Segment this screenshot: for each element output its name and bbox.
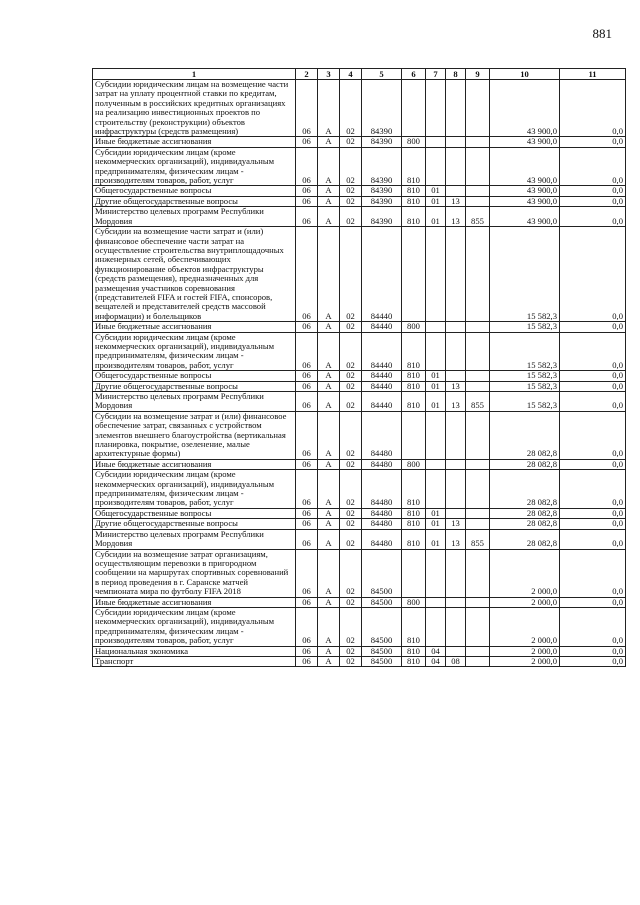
amount-col-11: 0,0 bbox=[560, 137, 626, 147]
code-col-2: 06 bbox=[296, 371, 318, 381]
target-article-code: 84440 bbox=[362, 392, 402, 412]
section-code bbox=[426, 459, 446, 469]
subsection-code bbox=[446, 322, 466, 332]
ministry-code bbox=[466, 371, 490, 381]
code-col-3: А bbox=[318, 227, 340, 322]
target-article-code: 84390 bbox=[362, 207, 402, 227]
code-col-3: А bbox=[318, 196, 340, 206]
column-header: 7 bbox=[426, 69, 446, 80]
expense-type-code: 810 bbox=[402, 607, 426, 646]
section-code bbox=[426, 549, 446, 597]
code-col-3: А bbox=[318, 371, 340, 381]
expense-type-code: 810 bbox=[402, 646, 426, 656]
row-name: Иные бюджетные ассигнования bbox=[93, 459, 296, 469]
ministry-code bbox=[466, 227, 490, 322]
subsection-code bbox=[446, 332, 466, 371]
column-header: 2 bbox=[296, 69, 318, 80]
target-article-code: 84440 bbox=[362, 371, 402, 381]
expense-type-code: 800 bbox=[402, 459, 426, 469]
amount-col-11: 0,0 bbox=[560, 227, 626, 322]
code-col-4: 02 bbox=[340, 227, 362, 322]
code-col-4: 02 bbox=[340, 656, 362, 666]
code-col-4: 02 bbox=[340, 607, 362, 646]
target-article-code: 84480 bbox=[362, 470, 402, 509]
code-col-2: 06 bbox=[296, 529, 318, 549]
row-name: Иные бюджетные ассигнования bbox=[93, 597, 296, 607]
row-name: Иные бюджетные ассигнования bbox=[93, 137, 296, 147]
row-name: Транспорт bbox=[93, 656, 296, 666]
row-name: Министерство целевых программ Республики Мордовия bbox=[93, 207, 296, 227]
code-col-2: 06 bbox=[296, 549, 318, 597]
amount-col-11: 0,0 bbox=[560, 646, 626, 656]
ministry-code bbox=[466, 459, 490, 469]
row-name: Другие общегосударственные вопросы bbox=[93, 519, 296, 529]
table-row bbox=[93, 196, 626, 206]
code-col-3: А bbox=[318, 207, 340, 227]
amount-col-10: 43 900,0 bbox=[490, 147, 560, 186]
code-col-2: 06 bbox=[296, 607, 318, 646]
code-col-4: 02 bbox=[340, 80, 362, 137]
code-col-4: 02 bbox=[340, 529, 362, 549]
ministry-code bbox=[466, 656, 490, 666]
code-col-2: 06 bbox=[296, 322, 318, 332]
row-name: Субсидии юридическим лицам (кроме некоммерческих организаций), индивидуальным предпринимателям, физическим лицам - производителям товаров, работ, услуг bbox=[93, 332, 296, 371]
table-row bbox=[93, 607, 626, 646]
code-col-3: А bbox=[318, 147, 340, 186]
code-col-4: 02 bbox=[340, 381, 362, 391]
code-col-3: А bbox=[318, 459, 340, 469]
amount-col-11: 0,0 bbox=[560, 549, 626, 597]
code-col-2: 06 bbox=[296, 227, 318, 322]
amount-col-10: 43 900,0 bbox=[490, 207, 560, 227]
target-article-code: 84480 bbox=[362, 411, 402, 459]
code-col-4: 02 bbox=[340, 392, 362, 412]
target-article-code: 84500 bbox=[362, 597, 402, 607]
expense-type-code: 810 bbox=[402, 470, 426, 509]
code-col-2: 06 bbox=[296, 519, 318, 529]
code-col-2: 06 bbox=[296, 332, 318, 371]
row-name: Общегосударственные вопросы bbox=[93, 508, 296, 518]
row-name: Другие общегосударственные вопросы bbox=[93, 381, 296, 391]
code-col-3: А bbox=[318, 392, 340, 412]
target-article-code: 84440 bbox=[362, 332, 402, 371]
row-name: Субсидии на возмещение части затрат и (или) финансовое обеспечение части затрат на осуществление строительства внутриплощадочных инженерных сетей, обеспечивающих функционирование объектов инфраструктуры (средств размещения), предназначенных для размещения участников соревнования (представителей FIFA и гостей FIFA, спонсоров, вещателей и представителей средств массовой информации) и болельщиков bbox=[93, 227, 296, 322]
code-col-4: 02 bbox=[340, 147, 362, 186]
code-col-3: А bbox=[318, 411, 340, 459]
amount-col-10: 43 900,0 bbox=[490, 80, 560, 137]
expense-type-code: 810 bbox=[402, 332, 426, 371]
row-name: Общегосударственные вопросы bbox=[93, 371, 296, 381]
code-col-2: 06 bbox=[296, 656, 318, 666]
code-col-2: 06 bbox=[296, 508, 318, 518]
code-col-4: 02 bbox=[340, 207, 362, 227]
amount-col-11: 0,0 bbox=[560, 529, 626, 549]
target-article-code: 84500 bbox=[362, 656, 402, 666]
section-code bbox=[426, 411, 446, 459]
subsection-code bbox=[446, 411, 466, 459]
amount-col-10: 43 900,0 bbox=[490, 196, 560, 206]
expense-type-code bbox=[402, 411, 426, 459]
code-col-4: 02 bbox=[340, 196, 362, 206]
subsection-code bbox=[446, 646, 466, 656]
amount-col-11: 0,0 bbox=[560, 196, 626, 206]
subsection-code bbox=[446, 80, 466, 137]
expense-type-code: 800 bbox=[402, 597, 426, 607]
column-header: 11 bbox=[560, 69, 626, 80]
code-col-3: А bbox=[318, 381, 340, 391]
subsection-code: 08 bbox=[446, 656, 466, 666]
amount-col-11: 0,0 bbox=[560, 371, 626, 381]
target-article-code: 84440 bbox=[362, 322, 402, 332]
section-code: 01 bbox=[426, 529, 446, 549]
target-article-code: 84480 bbox=[362, 459, 402, 469]
column-header: 6 bbox=[402, 69, 426, 80]
code-col-3: А bbox=[318, 470, 340, 509]
row-name: Общегосударственные вопросы bbox=[93, 186, 296, 196]
subsection-code bbox=[446, 508, 466, 518]
amount-col-11: 0,0 bbox=[560, 656, 626, 666]
subsection-code bbox=[446, 227, 466, 322]
page-number: 881 bbox=[592, 26, 612, 41]
column-header: 3 bbox=[318, 69, 340, 80]
table-row bbox=[93, 519, 626, 529]
code-col-2: 06 bbox=[296, 207, 318, 227]
ministry-code bbox=[466, 332, 490, 371]
subsection-code bbox=[446, 186, 466, 196]
expense-type-code: 810 bbox=[402, 519, 426, 529]
subsection-code bbox=[446, 371, 466, 381]
amount-col-10: 43 900,0 bbox=[490, 186, 560, 196]
row-name: Субсидии юридическим лицам (кроме некоммерческих организаций), индивидуальным предпринимателям, физическим лицам - производителям товаров, работ, услуг bbox=[93, 147, 296, 186]
expense-type-code: 810 bbox=[402, 207, 426, 227]
code-col-3: А bbox=[318, 332, 340, 371]
ministry-code bbox=[466, 381, 490, 391]
table-row bbox=[93, 470, 626, 509]
ministry-code bbox=[466, 196, 490, 206]
subsection-code bbox=[446, 597, 466, 607]
ministry-code bbox=[466, 508, 490, 518]
table-row bbox=[93, 597, 626, 607]
section-code: 01 bbox=[426, 371, 446, 381]
code-col-2: 06 bbox=[296, 80, 318, 137]
subsection-code: 13 bbox=[446, 529, 466, 549]
amount-col-11: 0,0 bbox=[560, 186, 626, 196]
amount-col-11: 0,0 bbox=[560, 519, 626, 529]
row-name: Министерство целевых программ Республики Мордовия bbox=[93, 392, 296, 412]
amount-col-10: 43 900,0 bbox=[490, 137, 560, 147]
row-name: Министерство целевых программ Республики Мордовия bbox=[93, 529, 296, 549]
table-row bbox=[93, 411, 626, 459]
code-col-3: А bbox=[318, 519, 340, 529]
ministry-code bbox=[466, 519, 490, 529]
expense-type-code: 810 bbox=[402, 196, 426, 206]
code-col-3: А bbox=[318, 186, 340, 196]
code-col-2: 06 bbox=[296, 470, 318, 509]
expense-type-code: 810 bbox=[402, 381, 426, 391]
subsection-code bbox=[446, 459, 466, 469]
code-col-2: 06 bbox=[296, 411, 318, 459]
target-article-code: 84390 bbox=[362, 196, 402, 206]
amount-col-10: 28 082,8 bbox=[490, 529, 560, 549]
row-name: Национальная экономика bbox=[93, 646, 296, 656]
code-col-3: А bbox=[318, 646, 340, 656]
amount-col-11: 0,0 bbox=[560, 207, 626, 227]
section-code bbox=[426, 147, 446, 186]
ministry-code: 855 bbox=[466, 529, 490, 549]
ministry-code bbox=[466, 137, 490, 147]
table-body bbox=[93, 80, 626, 667]
amount-col-11: 0,0 bbox=[560, 147, 626, 186]
code-col-4: 02 bbox=[340, 411, 362, 459]
code-col-4: 02 bbox=[340, 508, 362, 518]
ministry-code bbox=[466, 411, 490, 459]
code-col-3: А bbox=[318, 656, 340, 666]
amount-col-11: 0,0 bbox=[560, 381, 626, 391]
section-code bbox=[426, 227, 446, 322]
section-code bbox=[426, 322, 446, 332]
amount-col-10: 15 582,3 bbox=[490, 227, 560, 322]
table-row bbox=[93, 322, 626, 332]
table-row bbox=[93, 227, 626, 322]
section-code bbox=[426, 80, 446, 137]
code-col-4: 02 bbox=[340, 459, 362, 469]
table-row bbox=[93, 656, 626, 666]
section-code bbox=[426, 597, 446, 607]
subsection-code bbox=[446, 470, 466, 509]
ministry-code bbox=[466, 147, 490, 186]
ministry-code bbox=[466, 80, 490, 137]
expense-type-code: 810 bbox=[402, 186, 426, 196]
section-code: 01 bbox=[426, 381, 446, 391]
target-article-code: 84390 bbox=[362, 137, 402, 147]
ministry-code bbox=[466, 597, 490, 607]
amount-col-11: 0,0 bbox=[560, 607, 626, 646]
expense-type-code: 810 bbox=[402, 147, 426, 186]
subsection-code bbox=[446, 607, 466, 646]
subsection-code: 13 bbox=[446, 392, 466, 412]
expense-type-code: 810 bbox=[402, 508, 426, 518]
section-code bbox=[426, 470, 446, 509]
target-article-code: 84500 bbox=[362, 646, 402, 656]
code-col-3: А bbox=[318, 549, 340, 597]
code-col-4: 02 bbox=[340, 332, 362, 371]
table-row bbox=[93, 186, 626, 196]
subsection-code: 13 bbox=[446, 207, 466, 227]
subsection-code: 13 bbox=[446, 519, 466, 529]
table-row bbox=[93, 147, 626, 186]
amount-col-11: 0,0 bbox=[560, 80, 626, 137]
target-article-code: 84500 bbox=[362, 607, 402, 646]
table-row bbox=[93, 371, 626, 381]
amount-col-11: 0,0 bbox=[560, 411, 626, 459]
column-header: 8 bbox=[446, 69, 466, 80]
amount-col-10: 2 000,0 bbox=[490, 549, 560, 597]
section-code: 01 bbox=[426, 196, 446, 206]
row-name: Субсидии юридическим лицам (кроме некоммерческих организаций), индивидуальным предпринимателям, физическим лицам - производителям товаров, работ, услуг bbox=[93, 470, 296, 509]
table-row bbox=[93, 137, 626, 147]
amount-col-11: 0,0 bbox=[560, 392, 626, 412]
amount-col-11: 0,0 bbox=[560, 470, 626, 509]
amount-col-10: 2 000,0 bbox=[490, 656, 560, 666]
section-code: 01 bbox=[426, 392, 446, 412]
subsection-code bbox=[446, 137, 466, 147]
amount-col-10: 28 082,8 bbox=[490, 411, 560, 459]
code-col-2: 06 bbox=[296, 597, 318, 607]
row-name: Иные бюджетные ассигнования bbox=[93, 322, 296, 332]
expense-type-code: 810 bbox=[402, 529, 426, 549]
table-row bbox=[93, 459, 626, 469]
column-header: 4 bbox=[340, 69, 362, 80]
budget-table bbox=[92, 68, 626, 667]
ministry-code bbox=[466, 549, 490, 597]
expense-type-code: 800 bbox=[402, 137, 426, 147]
subsection-code: 13 bbox=[446, 196, 466, 206]
target-article-code: 84500 bbox=[362, 549, 402, 597]
target-article-code: 84440 bbox=[362, 381, 402, 391]
row-name: Субсидии юридическим лицам (кроме некоммерческих организаций), индивидуальным предпринимателям, физическим лицам - производителям товаров, работ, услуг bbox=[93, 607, 296, 646]
amount-col-11: 0,0 bbox=[560, 332, 626, 371]
row-name: Другие общегосударственные вопросы bbox=[93, 196, 296, 206]
target-article-code: 84390 bbox=[362, 186, 402, 196]
ministry-code bbox=[466, 322, 490, 332]
row-name: Субсидии на возмещение затрат организациям, осуществляющим перевозки в пригородном сообщении на маршрутах спортивных соревнований в период проведения в г. Саранске матчей чемпионата мира по футболу FIFA 2018 bbox=[93, 549, 296, 597]
amount-col-10: 2 000,0 bbox=[490, 646, 560, 656]
column-header: 5 bbox=[362, 69, 402, 80]
row-name: Субсидии юридическим лицам на возмещение части затрат на уплату процентной ставки по кредитам, полученным в российских кредитных организациях на реализацию инвестиционных проектов по строительству (реконструкции) объектов инфраструктуры (средств размещения) bbox=[93, 80, 296, 137]
ministry-code: 855 bbox=[466, 392, 490, 412]
amount-col-10: 2 000,0 bbox=[490, 607, 560, 646]
code-col-4: 02 bbox=[340, 186, 362, 196]
code-col-2: 06 bbox=[296, 381, 318, 391]
expense-type-code: 810 bbox=[402, 371, 426, 381]
table-row bbox=[93, 207, 626, 227]
amount-col-10: 2 000,0 bbox=[490, 597, 560, 607]
expense-type-code bbox=[402, 549, 426, 597]
ministry-code bbox=[466, 186, 490, 196]
code-col-3: А bbox=[318, 80, 340, 137]
code-col-4: 02 bbox=[340, 646, 362, 656]
code-col-3: А bbox=[318, 322, 340, 332]
table-row bbox=[93, 549, 626, 597]
code-col-2: 06 bbox=[296, 186, 318, 196]
section-code bbox=[426, 137, 446, 147]
section-code: 01 bbox=[426, 207, 446, 227]
amount-col-10: 15 582,3 bbox=[490, 381, 560, 391]
code-col-2: 06 bbox=[296, 196, 318, 206]
section-code: 04 bbox=[426, 646, 446, 656]
section-code bbox=[426, 607, 446, 646]
section-code: 04 bbox=[426, 656, 446, 666]
code-col-3: А bbox=[318, 529, 340, 549]
code-col-4: 02 bbox=[340, 470, 362, 509]
code-col-3: А bbox=[318, 597, 340, 607]
section-code: 01 bbox=[426, 186, 446, 196]
table-row bbox=[93, 529, 626, 549]
code-col-2: 06 bbox=[296, 459, 318, 469]
table-row bbox=[93, 381, 626, 391]
table-row bbox=[93, 332, 626, 371]
expense-type-code: 800 bbox=[402, 322, 426, 332]
expense-type-code: 810 bbox=[402, 392, 426, 412]
table-row bbox=[93, 392, 626, 412]
amount-col-10: 15 582,3 bbox=[490, 392, 560, 412]
target-article-code: 84480 bbox=[362, 529, 402, 549]
code-col-2: 06 bbox=[296, 147, 318, 186]
amount-col-10: 28 082,8 bbox=[490, 508, 560, 518]
code-col-3: А bbox=[318, 137, 340, 147]
expense-type-code bbox=[402, 227, 426, 322]
code-col-4: 02 bbox=[340, 549, 362, 597]
amount-col-10: 15 582,3 bbox=[490, 371, 560, 381]
amount-col-11: 0,0 bbox=[560, 508, 626, 518]
code-col-2: 06 bbox=[296, 646, 318, 656]
section-code: 01 bbox=[426, 508, 446, 518]
code-col-4: 02 bbox=[340, 519, 362, 529]
column-header: 10 bbox=[490, 69, 560, 80]
target-article-code: 84440 bbox=[362, 227, 402, 322]
ministry-code bbox=[466, 470, 490, 509]
subsection-code bbox=[446, 147, 466, 186]
table-row bbox=[93, 80, 626, 137]
amount-col-10: 15 582,3 bbox=[490, 322, 560, 332]
table-row bbox=[93, 646, 626, 656]
target-article-code: 84480 bbox=[362, 519, 402, 529]
code-col-2: 06 bbox=[296, 392, 318, 412]
code-col-4: 02 bbox=[340, 322, 362, 332]
row-name: Субсидии на возмещение затрат и (или) финансовое обеспечение затрат, связанных с устройством элементов внешнего благоустройства (вертикальная планировка, покрытие, озеленение, малые архитектурные формы) bbox=[93, 411, 296, 459]
table-row bbox=[93, 508, 626, 518]
code-col-3: А bbox=[318, 607, 340, 646]
code-col-3: А bbox=[318, 508, 340, 518]
amount-col-10: 28 082,8 bbox=[490, 470, 560, 509]
expense-type-code bbox=[402, 80, 426, 137]
ministry-code bbox=[466, 646, 490, 656]
code-col-4: 02 bbox=[340, 371, 362, 381]
subsection-code: 13 bbox=[446, 381, 466, 391]
subsection-code bbox=[446, 549, 466, 597]
amount-col-11: 0,0 bbox=[560, 597, 626, 607]
table-header-row bbox=[93, 69, 626, 80]
code-col-4: 02 bbox=[340, 597, 362, 607]
column-header: 9 bbox=[466, 69, 490, 80]
code-col-2: 06 bbox=[296, 137, 318, 147]
code-col-4: 02 bbox=[340, 137, 362, 147]
expense-type-code: 810 bbox=[402, 656, 426, 666]
amount-col-11: 0,0 bbox=[560, 322, 626, 332]
target-article-code: 84480 bbox=[362, 508, 402, 518]
section-code bbox=[426, 332, 446, 371]
amount-col-11: 0,0 bbox=[560, 459, 626, 469]
amount-col-10: 28 082,8 bbox=[490, 459, 560, 469]
ministry-code bbox=[466, 607, 490, 646]
column-header: 1 bbox=[93, 69, 296, 80]
target-article-code: 84390 bbox=[362, 147, 402, 186]
amount-col-10: 28 082,8 bbox=[490, 519, 560, 529]
section-code: 01 bbox=[426, 519, 446, 529]
amount-col-10: 15 582,3 bbox=[490, 332, 560, 371]
ministry-code: 855 bbox=[466, 207, 490, 227]
target-article-code: 84390 bbox=[362, 80, 402, 137]
